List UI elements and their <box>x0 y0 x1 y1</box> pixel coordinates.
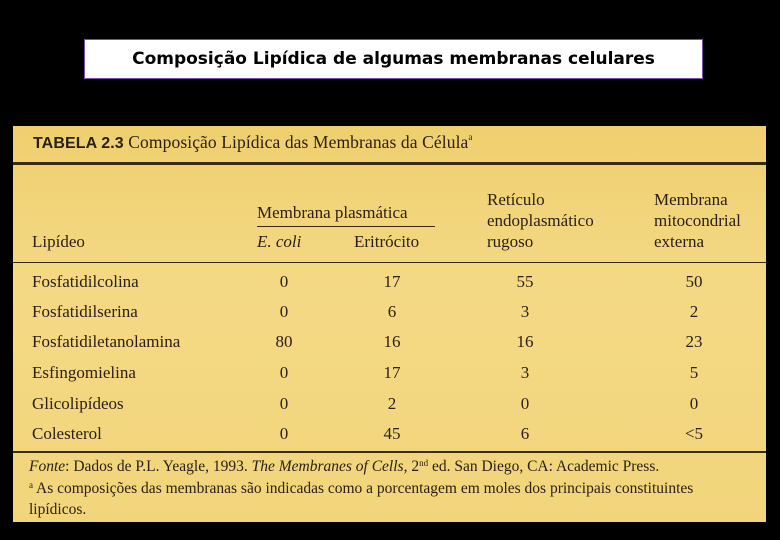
cell-mito: 5 <box>689 363 699 382</box>
slide-title: Composição Lipídica de algumas membranas celulares <box>84 39 703 79</box>
footnote-note-line2: lipídicos. <box>29 501 87 518</box>
header-rer-1: Retículo <box>487 190 545 209</box>
footnote-source-b: , 2 <box>403 458 420 475</box>
cell-lipid: Fosfatidilserina <box>32 302 138 321</box>
header-rer-3: rugoso <box>487 232 534 251</box>
cell-lipid: Fosfatidilcolina <box>32 272 139 291</box>
cell-rer: 3 <box>520 302 530 321</box>
cell-mito: <5 <box>684 424 704 443</box>
cell-ecoli: 80 <box>275 332 293 351</box>
cell-erythrocyte: 6 <box>387 302 397 321</box>
caption-footnote-mark: a <box>468 132 473 142</box>
cell-ecoli: 0 <box>279 363 289 382</box>
cell-ecoli: 0 <box>279 302 289 321</box>
footnote-source-label: Fonte <box>29 458 66 475</box>
cell-mito: 50 <box>685 272 703 291</box>
footnote-source-c: ed. San Diego, CA: Academic Press. <box>428 458 660 475</box>
cell-lipid: Glicolipídeos <box>32 394 124 413</box>
header-mito-2: mitocondrial <box>654 211 741 230</box>
table-bottom-rule <box>13 451 766 453</box>
header-ecoli: E. coli <box>257 232 302 251</box>
table-label: TABELA 2.3 <box>33 135 124 152</box>
footnote-source-sup: nd <box>419 458 429 468</box>
cell-rer: 55 <box>516 272 534 291</box>
cell-erythrocyte: 17 <box>383 363 401 382</box>
cell-ecoli: 0 <box>279 272 289 291</box>
cell-mito: 2 <box>689 302 699 321</box>
header-rer-2: endoplasmático <box>487 211 594 230</box>
cell-mito: 0 <box>689 394 699 413</box>
footnote-source <box>29 458 659 476</box>
header-mito-3: externa <box>654 232 705 251</box>
cell-rer: 3 <box>520 363 530 382</box>
header-rule <box>13 262 766 263</box>
footnote-book-title: The Membranes of Cells <box>251 458 404 475</box>
footnote-source-a: : Dados de P.L. Yeagle, 1993. <box>65 458 252 475</box>
header-mito-1: Membrana <box>654 190 728 209</box>
cell-rer: 6 <box>520 424 530 443</box>
header-plasma-membrane: Membrana plasmática <box>257 203 408 222</box>
cell-lipid: Esfingomielina <box>32 363 136 382</box>
lipid-table-figure <box>13 126 766 522</box>
cell-erythrocyte: 2 <box>387 394 397 413</box>
cell-ecoli: 0 <box>279 394 289 413</box>
table-caption-text: Composição Lipídica das Membranas da Célula <box>128 132 469 152</box>
plasma-group-underline <box>257 226 435 227</box>
header-lipid: Lipídeo <box>32 232 85 251</box>
footnote-mark: a <box>29 480 33 490</box>
cell-ecoli: 0 <box>279 424 289 443</box>
cell-lipid: Fosfatidiletanolamina <box>32 332 181 351</box>
cell-mito: 23 <box>685 332 703 351</box>
cell-lipid: Colesterol <box>32 424 102 443</box>
table-caption <box>33 132 473 153</box>
cell-erythrocyte: 16 <box>383 332 401 351</box>
caption-rule <box>13 162 766 165</box>
footnote-note-line1: As composições das membranas são indicadas como a porcentagem em moles dos principais constituintes <box>33 480 694 497</box>
cell-rer: 0 <box>520 394 530 413</box>
cell-erythrocyte: 45 <box>383 424 401 443</box>
footnote-note <box>29 480 693 498</box>
cell-rer: 16 <box>516 332 534 351</box>
header-erythrocyte: Eritrócito <box>354 232 420 251</box>
cell-erythrocyte: 17 <box>383 272 401 291</box>
